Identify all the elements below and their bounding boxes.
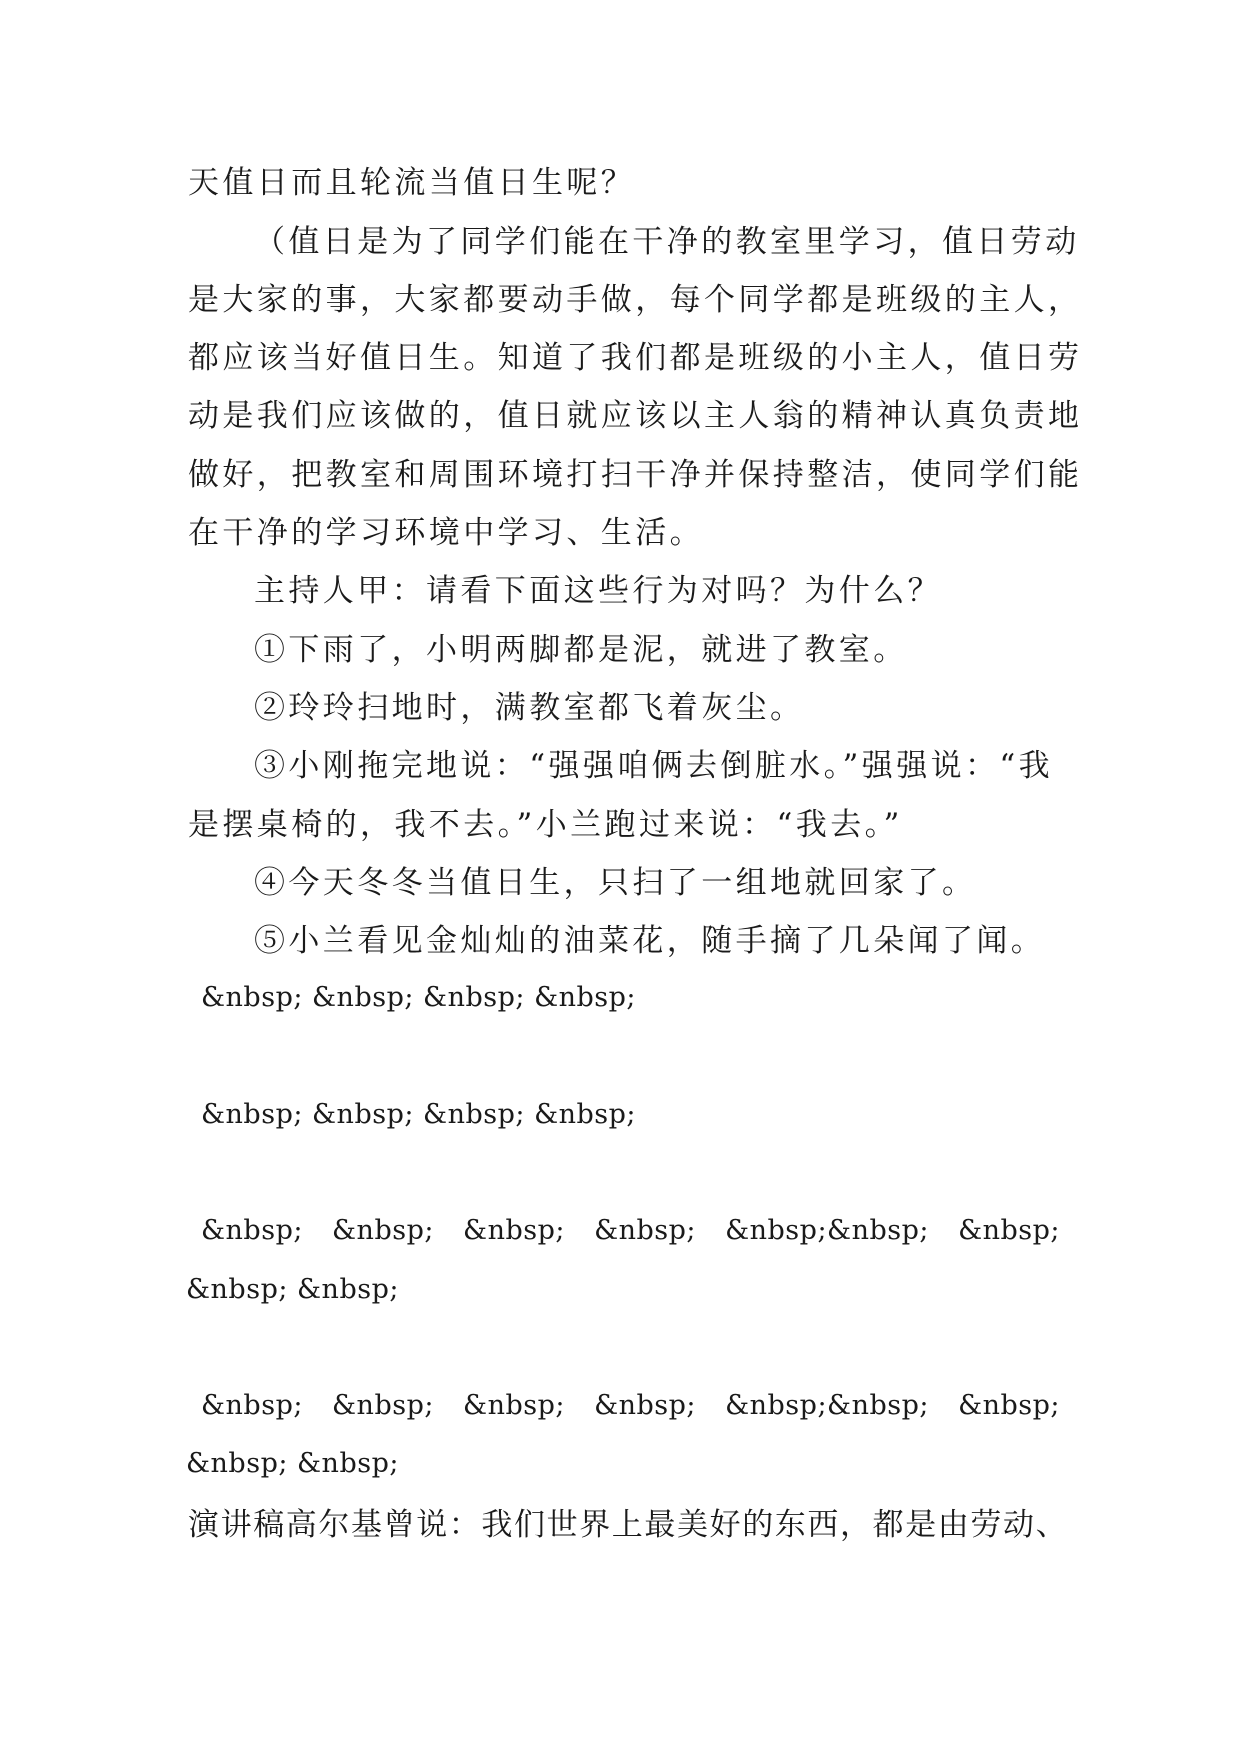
scenario-3-cont: 是摆桌椅的，我不去。”小兰跑过来说：“我去。” [188, 807, 903, 843]
text-line-4: 都应该当好值日生。知道了我们都是班级的小主人，值日劳 [188, 340, 1083, 376]
text-line-7: 在干净的学习环境中学习、生活。 [188, 515, 704, 551]
scenario-2: ②玲玲扫地时，满教室都飞着灰尘。 [254, 690, 805, 726]
text-line-3: 是大家的事，大家都要动手做，每个同学都是班级的主人， [188, 282, 1083, 318]
nbsp-entity-line: &nbsp; &nbsp; [186, 1448, 399, 1479]
scenario-5: ⑤小兰看见金灿灿的油菜花，随手摘了几朵闻了闻。 [254, 923, 1046, 959]
nbsp-entity-line: &nbsp; &nbsp; &nbsp; &nbsp; &nbsp;&nbsp; &nbsp; [201, 1390, 1061, 1421]
text-line-5: 动是我们应该做的，值日就应该以主人翁的精神认真负责地 [188, 398, 1083, 434]
text-line-2: （值日是为了同学们能在干净的教室里学习，值日劳动 [254, 224, 1080, 260]
text-line-6: 做好，把教室和周围环境打扫干净并保持整洁，使同学们能 [188, 457, 1083, 493]
text-line-1: 天值日而且轮流当值日生呢？ [188, 165, 636, 201]
host-a-prompt: 主持人甲：请看下面这些行为对吗？为什么？ [254, 573, 942, 609]
nbsp-entity-line: &nbsp; &nbsp; [186, 1274, 399, 1305]
speech-quote-line: 演讲稿高尔基曾说：我们世界上最美好的东西，都是由劳动、 [188, 1507, 1069, 1543]
nbsp-entity-line: &nbsp; &nbsp; &nbsp; &nbsp; [201, 982, 637, 1013]
scenario-1: ①下雨了，小明两脚都是泥，就进了教室。 [254, 632, 908, 668]
scenario-4: ④今天冬冬当值日生，只扫了一组地就回家了。 [254, 865, 977, 901]
nbsp-entity-line: &nbsp; &nbsp; &nbsp; &nbsp; &nbsp;&nbsp; &nbsp; [201, 1215, 1061, 1246]
nbsp-entity-line: &nbsp; &nbsp; &nbsp; &nbsp; [201, 1099, 637, 1130]
scenario-3: ③小刚拖完地说：“强强咱俩去倒脏水。”强强说：“我 [254, 748, 1054, 784]
